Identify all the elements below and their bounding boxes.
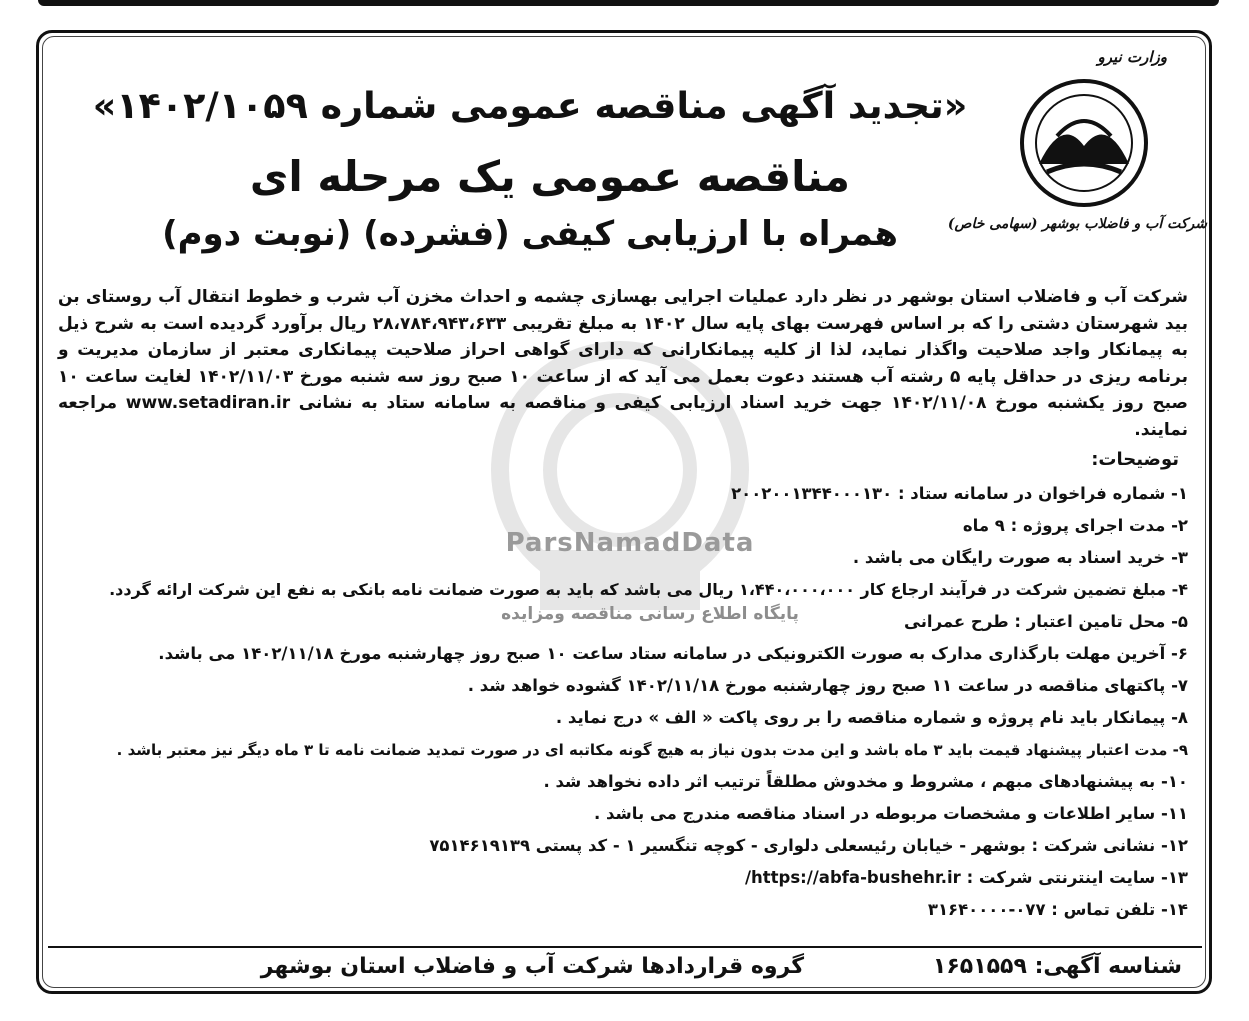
ad-id: شناسه آگهی: ۱۶۵۱۵۵۹ <box>932 954 1182 979</box>
company-name: شرکت آب و فاضلاب بوشهر (سهامی خاص) <box>947 216 1207 232</box>
list-item: ۵- محل تامین اعتبار : طرح عمرانی <box>904 612 1188 631</box>
list-item: ۱۱- سایر اطلاعات و مشخصات مربوطه در اسناد مناقصه مندرج می باشد . <box>593 804 1188 823</box>
list-item: ۹- مدت اعتبار پیشنهاد قیمت باید ۳ ماه باشد و این مدت بدون نیاز به هیچ گونه مکاتبه ای در صورت تمدید ضمانت نامه تا ۳ ماه دیگر نیز معتبر باشد . <box>116 741 1188 759</box>
top-border <box>0 0 1249 12</box>
ad-subtitle: مناقصه عمومی یک مرحله ای <box>249 152 850 201</box>
ad-subtitle-secondary: همراه با ارزیابی کیفی (فشرده) (نوبت دوم) <box>162 214 898 254</box>
issuer-group: گروه قراردادها شرکت آب و فاضلاب استان بوشهر <box>260 954 804 979</box>
ministry-name: وزارت نیرو <box>1097 48 1167 66</box>
ad-footer <box>48 952 1202 988</box>
list-item: ۱۴- تلفن تماس : ۰۷۷-۳۱۶۴۰۰۰۰ <box>927 900 1188 919</box>
list-item: ۷- پاکتهای مناقصه در ساعت ۱۱ صبح روز چهارشنبه مورخ ۱۴۰۲/۱۱/۱۸ گشوده خواهد شد . <box>467 676 1188 695</box>
list-item: ۳- خرید اسناد به صورت رایگان می باشد . <box>852 548 1188 567</box>
company-logo-block <box>947 46 1209 246</box>
ad-intro-paragraph: شرکت آب و فاضلاب استان بوشهر در نظر دارد عملیات اجرایی بهسازی چشمه و احداث مخزن آب شرب و خطوط انتقال آب روستای بن بید شهرستان دشتی را که بر اساس فهرست بهای پایه سال ۱۴۰۲ به مبلغ تقریبی ۲۸،۷۸۴،۹۴۳،۶۳۳ ریال برآورد گردیده است به شرح ذیل به پیمانکار واجد صلاحیت واگذار نماید، لذا از کلیه پیمانکارانی که دارای گواهی احراز صلاحیت پیمانکاری معتبر از سازمان مدیریت و برنامه ریزی در حداقل پایه ۵ رشته آب هستند دعوت بعمل می آید که از ساعت ۱۰ صبح روز سه شنبه مورخ ۱۴۰۲/۱۱/۰۳ لغایت ساعت ۱۰ صبح روز یکشنبه مورخ ۱۴۰۲/۱۱/۰۸ جهت خرید اسناد ارزیابی کیفی و مناقصه به سامانه ستاد به نشانی www.setadiran.ir مراجعه نمایند. <box>58 287 1188 440</box>
footer-divider <box>48 946 1202 948</box>
list-item: ۴- مبلغ تضمین شرکت در فرآیند ارجاع کار ۱،۴۴۰،۰۰۰،۰۰۰ ریال می باشد که باید به صورت ضمانت نامه بانکی به نفع این شرکت ارائه گردد. <box>109 580 1188 599</box>
water-company-emblem-icon <box>1017 76 1151 210</box>
watermark-brand: ParsNamadData <box>505 528 755 558</box>
notes-heading: توضیحات: <box>1091 449 1179 470</box>
list-item: ۱- شماره فراخوان در سامانه ستاد : ۲۰۰۲۰۰۱۳۴۴۰۰۰۱۳۰ <box>731 484 1188 503</box>
list-item: ۸- پیمانکار باید نام پروژه و شماره مناقصه را بر روی پاکت « الف » درج نماید . <box>555 708 1188 727</box>
notes-list <box>90 478 1188 926</box>
list-item: ۱۰- به پیشنهادهای مبهم ، مشروط و مخدوش مطلقاً ترتیب اثر داده نخواهد شد . <box>543 772 1188 791</box>
list-item: ۱۲- نشانی شرکت : بوشهر - خیابان رئیسعلی دلواری - کوچه تنگسیر ۱ - کد پستی ۷۵۱۴۶۱۹۱۳۹ <box>429 836 1188 855</box>
list-item: ۲- مدت اجرای پروژه : ۹ ماه <box>962 516 1188 535</box>
watermark-tagline: پایگاه اطلاع رسانی مناقصه ومزایده <box>501 604 799 624</box>
list-item: ۱۳- سایت اینترنتی شرکت : https://abfa-bushehr.ir/ <box>744 868 1188 887</box>
list-item: ۶- آخرین مهلت بارگذاری مدارک به صورت الکترونیکی در سامانه ستاد ساعت ۱۰ صبح روز چهارشنبه مورخ ۱۴۰۲/۱۱/۱۸ می باشد. <box>158 644 1188 663</box>
ad-title: «تجدید آگهی مناقصه عمومی شماره ۱۴۰۲/۱۰۵۹» <box>92 84 968 127</box>
